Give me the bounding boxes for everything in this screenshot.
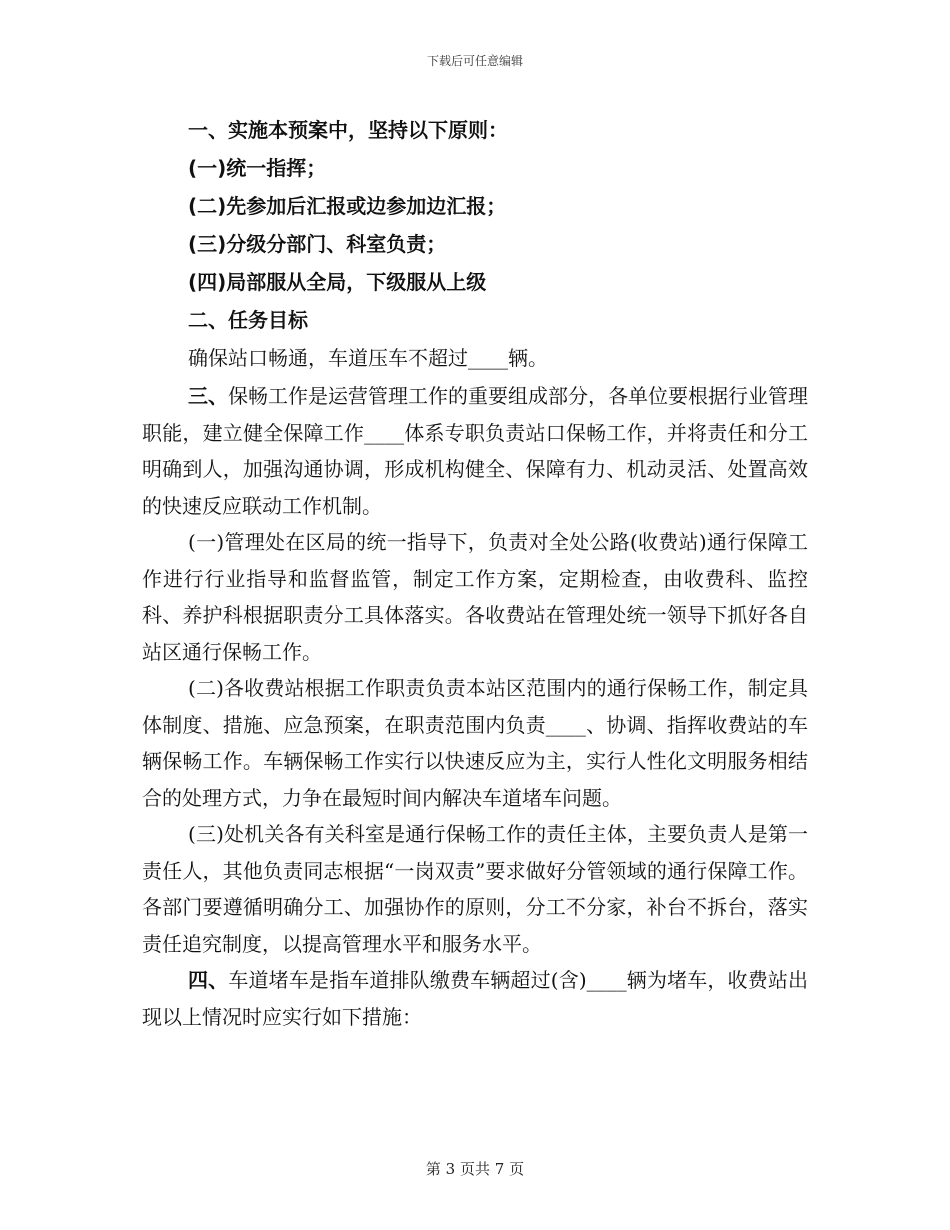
section3-sub-1: (一)管理处在区局的统一指导下，负责对全处公路(收费站)通行保障工作进行行业指导和监督监管，制定工作方案，定期检查，由收费科、监控科、养护科根据职责分工具体落实。各收费站在管理处统一领导下抓好各自站区通行保畅工作。	[142, 530, 808, 664]
section4-paragraph	[142, 962, 808, 1035]
page-header: 下载后可任意编辑	[426, 54, 523, 68]
section3-sub-2: (二)各收费站根据工作职责负责本站区范围内的通行保畅工作，制定具体制度、措施、应急预案，在职责范围内负责____、协调、指挥收费站的车辆保畅工作。车辆保畅工作实行以快速反应为主，实行人性化文明服务相结合的处理方式，力争在最短时间内解决车道堵车问题。	[142, 676, 808, 810]
principle-item-4: (四)局部服从全局，下级服从上级	[188, 270, 487, 294]
page-footer: 第 3 页共 7 页	[425, 1160, 525, 1178]
section3-lead: 三、	[188, 384, 228, 408]
principle-item-1: (一)统一指挥；	[188, 156, 327, 180]
section3-sub-3: (三)处机关各有关科室是通行保畅工作的责任主体，主要负责人是第一责任人，其他负责同志根据“一岗双责”要求做好分管领域的通行保障工作。各部门要遵循明确分工、加强协作的原则，分工不分家，补台不拆台，落实责任追究制度，以提高管理水平和服务水平。	[142, 822, 808, 956]
section4-lead: 四、	[188, 968, 229, 992]
principle-item-3: (三)分级分部门、科室负责；	[188, 232, 447, 256]
section3-paragraph	[142, 378, 808, 524]
section4-text: 车道堵车是指车道排队缴费车辆超过(含)____辆为堵车，收费站出现以上情况时应实行如下措施：	[142, 968, 809, 1029]
section3-text: 保畅工作是运营管理工作的重要组成部分，各单位要根据行业管理职能，建立健全保障工作____体系专职负责站口保畅工作，并将责任和分工明确到人，加强沟通协调，形成机构健全、保障有力、机动灵活、处置高效的快速反应联动工作机制。	[142, 384, 808, 518]
principles-heading: 一、实施本预案中，坚持以下原则：	[188, 118, 508, 142]
goal-heading: 二、任务目标	[188, 308, 308, 332]
goal-text: 确保站口畅通，车道压车不超过____辆。	[188, 346, 548, 370]
principle-item-2: (二)先参加后汇报或边参加边汇报；	[188, 194, 507, 218]
document-body	[142, 112, 808, 1035]
